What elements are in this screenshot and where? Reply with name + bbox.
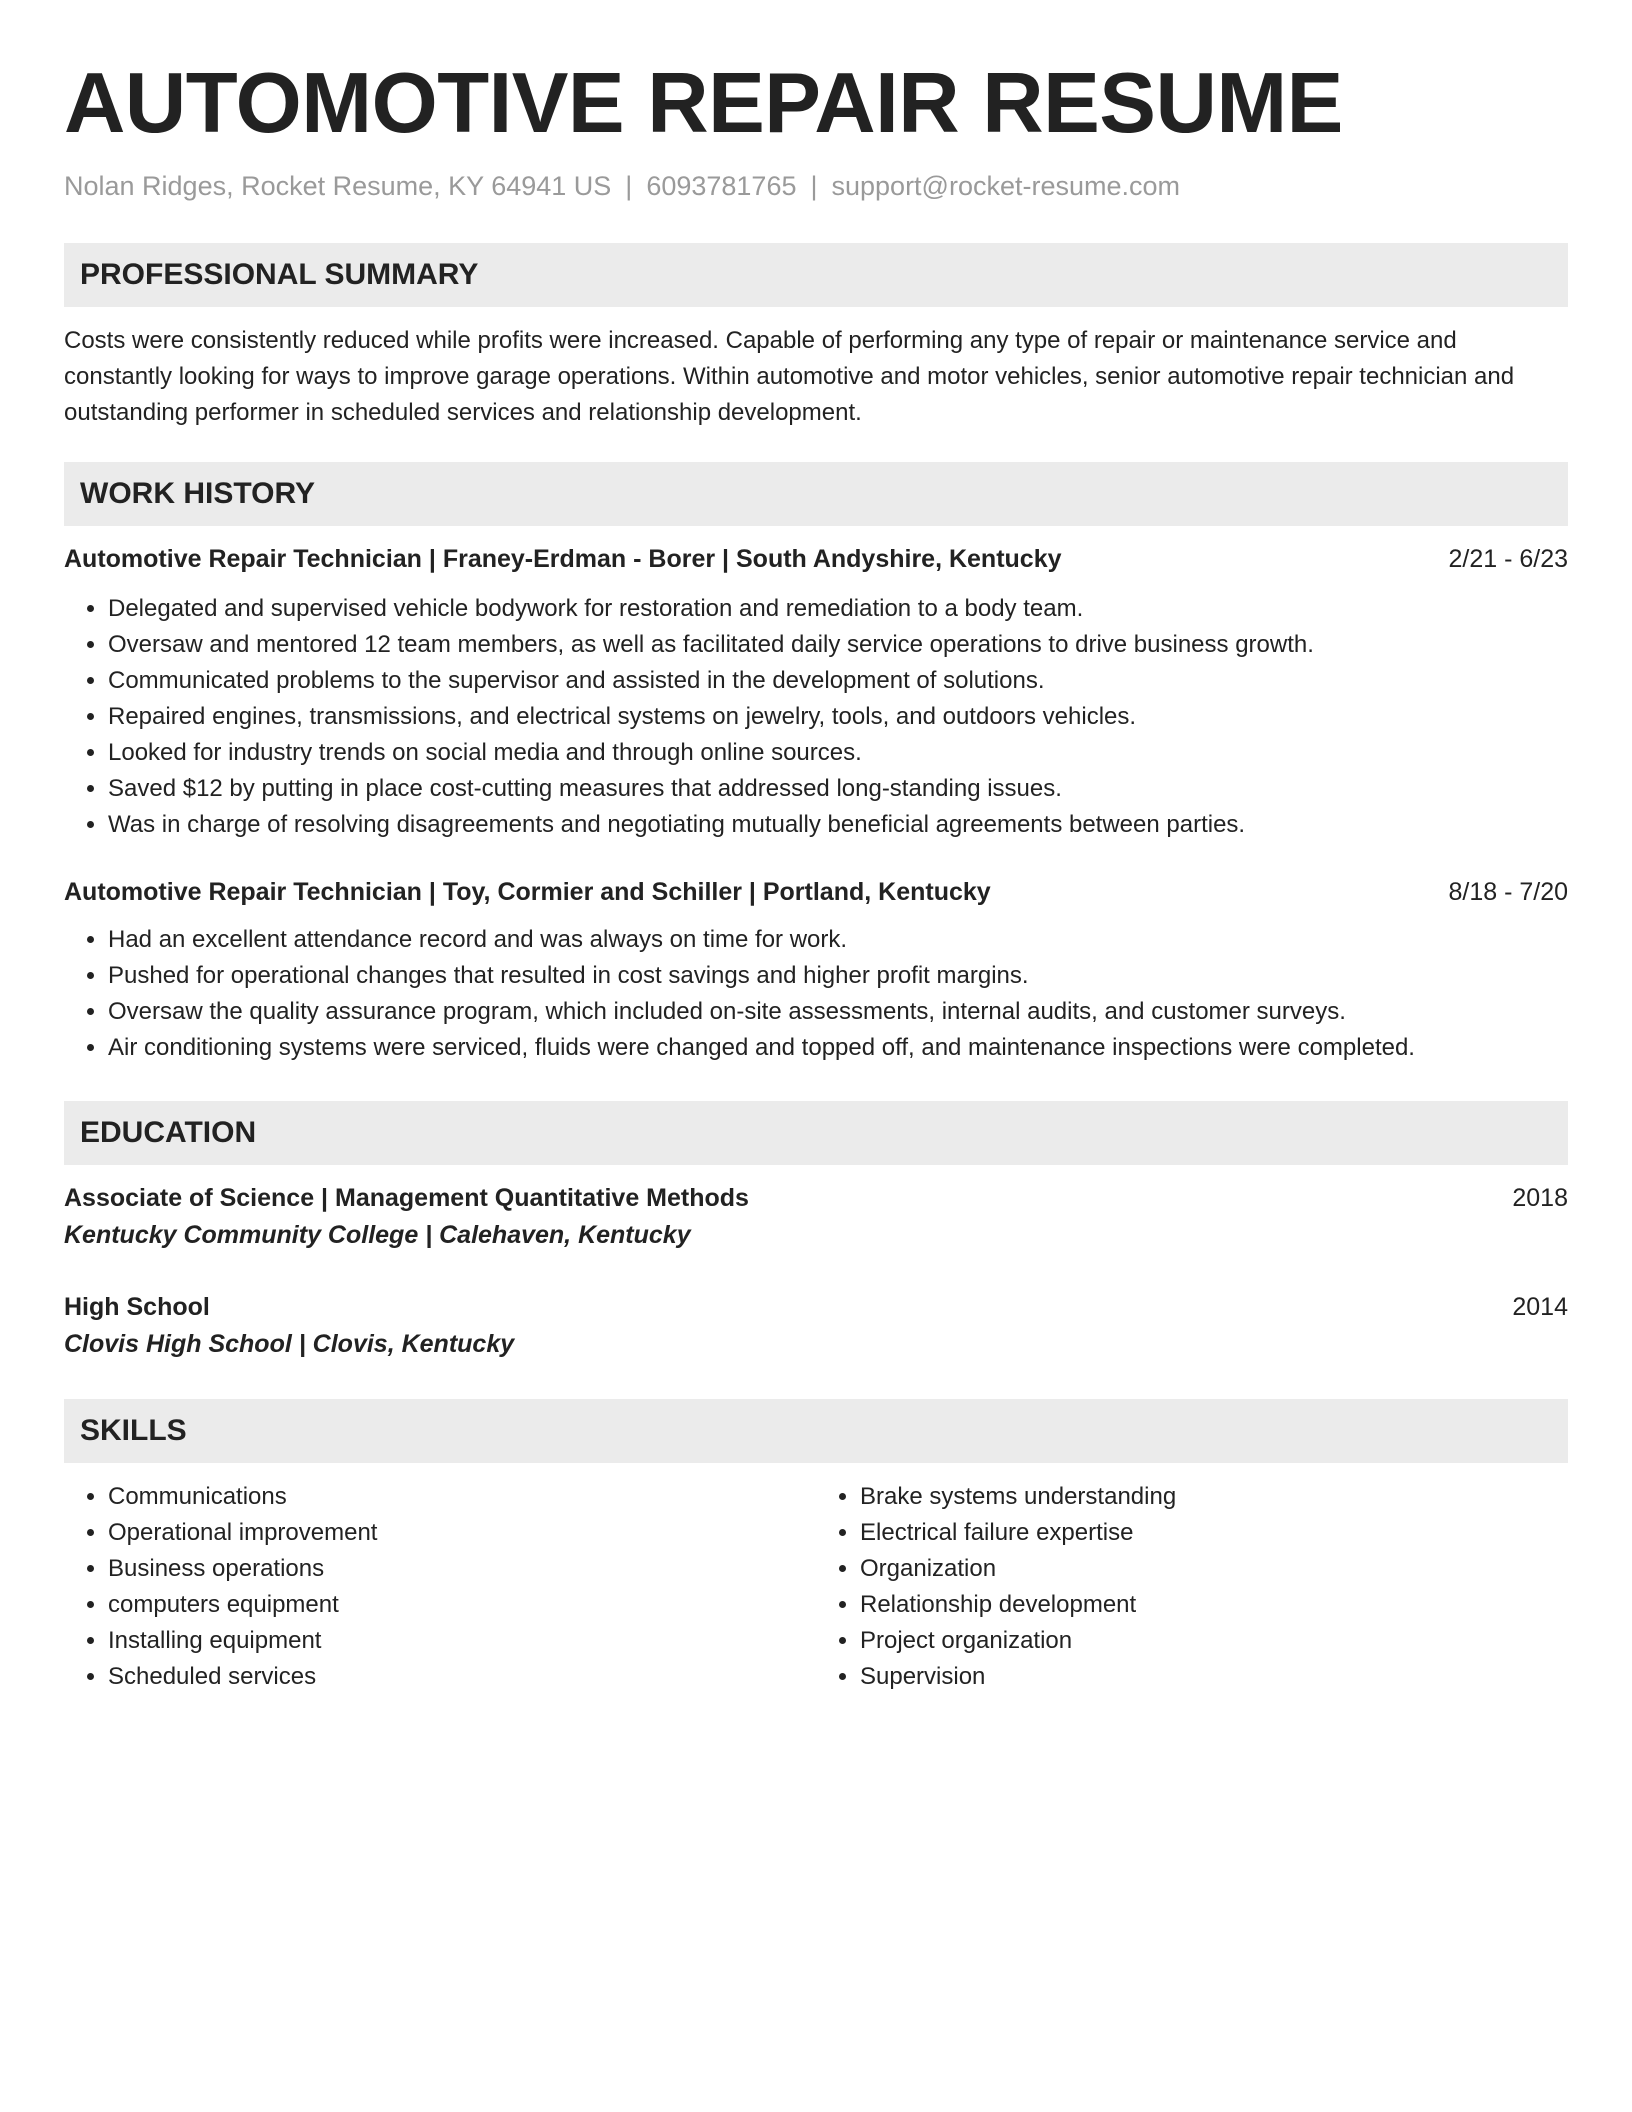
job-duties [64,591,1568,843]
contact-email: support@rocket-resume.com [831,171,1181,201]
job-dates: 8/18 - 7/20 [1448,878,1568,906]
job-duty: • Pushed for operational changes that resulted in cost savings and higher profit margins. [108,958,1568,994]
skills-list-left [64,1479,816,1695]
skill-item: • Communications [108,1479,816,1515]
education-section [64,1101,1568,1363]
skills-list-right [816,1479,1568,1695]
job-header [64,541,1568,577]
job-duty: • Looked for industry trends on social media and through online sources. [108,735,1568,771]
summary-heading: PROFESSIONAL SUMMARY [64,243,1568,307]
skill-item: • Relationship development [860,1587,1568,1623]
skill-item: • Brake systems understanding [860,1479,1568,1515]
skill-item: • Installing equipment [108,1623,816,1659]
job-entry [64,874,1568,1066]
job-duty: • Repaired engines, transmissions, and electrical systems on jewelry, tools, and outdoors vehicles. [108,699,1568,735]
skills-columns [64,1463,1568,1695]
education-degree: High School [64,1293,210,1321]
skills-section [64,1399,1568,1695]
job-duties [64,922,1568,1066]
skill-item: • Electrical failure expertise [860,1515,1568,1551]
skill-item: • Operational improvement [108,1515,816,1551]
work-history-heading: WORK HISTORY [64,462,1568,526]
contact-separator: | [625,171,633,201]
job-duty: • Had an excellent attendance record and was always on time for work. [108,922,1568,958]
job-duty: • Air conditioning systems were serviced, fluids were changed and topped off, and maintenance inspections were completed. [108,1030,1568,1066]
job-duty: • Saved $12 by putting in place cost-cutting measures that addressed long-standing issues. [108,771,1568,807]
job-duty: • Was in charge of resolving disagreements and negotiating mutually beneficial agreements between parties. [108,807,1568,843]
skill-item: • Scheduled services [108,1659,816,1695]
education-school: Kentucky Community College | Calehaven, Kentucky [64,1221,691,1249]
job-header [64,874,1568,910]
job-duty: • Communicated problems to the supervisor and assisted in the development of solutions. [108,663,1568,699]
education-header [64,1289,1568,1325]
summary-text: Costs were consistently reduced while profits were increased. Capable of performing any type of repair or maintenance service and constantly looking for ways to improve garage operations. Within automotive and motor vehicles, senior automotive repair technician and outstanding performer in scheduled services and relationship development. [64,327,1515,426]
education-entry [64,1289,1568,1363]
job-duty: • Oversaw the quality assurance program, which included on-site assessments, internal audits, and customer surveys. [108,994,1568,1030]
education-year: 2014 [1512,1293,1568,1321]
skill-item: • Supervision [860,1659,1568,1695]
job-dates: 2/21 - 6/23 [1448,545,1568,573]
job-title: Automotive Repair Technician | Toy, Cormier and Schiller | Portland, Kentucky [64,878,991,906]
education-degree: Associate of Science | Management Quantitative Methods [64,1184,749,1212]
education-school: Clovis High School | Clovis, Kentucky [64,1330,515,1358]
skill-item: • Business operations [108,1551,816,1587]
education-entry [64,1180,1568,1254]
education-header [64,1180,1568,1216]
skill-item: • Organization [860,1551,1568,1587]
skill-item: • Project organization [860,1623,1568,1659]
resume-page [64,56,1568,1695]
summary-section [64,243,1568,431]
job-title: Automotive Repair Technician | Franey-Erdman - Borer | South Andyshire, Kentucky [64,545,1062,573]
contact-separator: | [810,171,818,201]
skill-item: • computers equipment [108,1587,816,1623]
contact-address: Nolan Ridges, Rocket Resume, KY 64941 US [64,171,612,201]
skills-heading: SKILLS [64,1399,1568,1463]
job-duty: • Delegated and supervised vehicle bodywork for restoration and remediation to a body team. [108,591,1568,627]
job-duty: • Oversaw and mentored 12 team members, as well as facilitated daily service operations to drive business growth. [108,627,1568,663]
contact-phone: 6093781765 [646,171,797,201]
education-heading: EDUCATION [64,1101,1568,1165]
education-year: 2018 [1512,1184,1568,1212]
job-entry [64,541,1568,843]
resume-title: AUTOMOTIVE REPAIR RESUME [64,56,1343,151]
work-history-section [64,462,1568,1066]
contact-line [64,168,1568,204]
